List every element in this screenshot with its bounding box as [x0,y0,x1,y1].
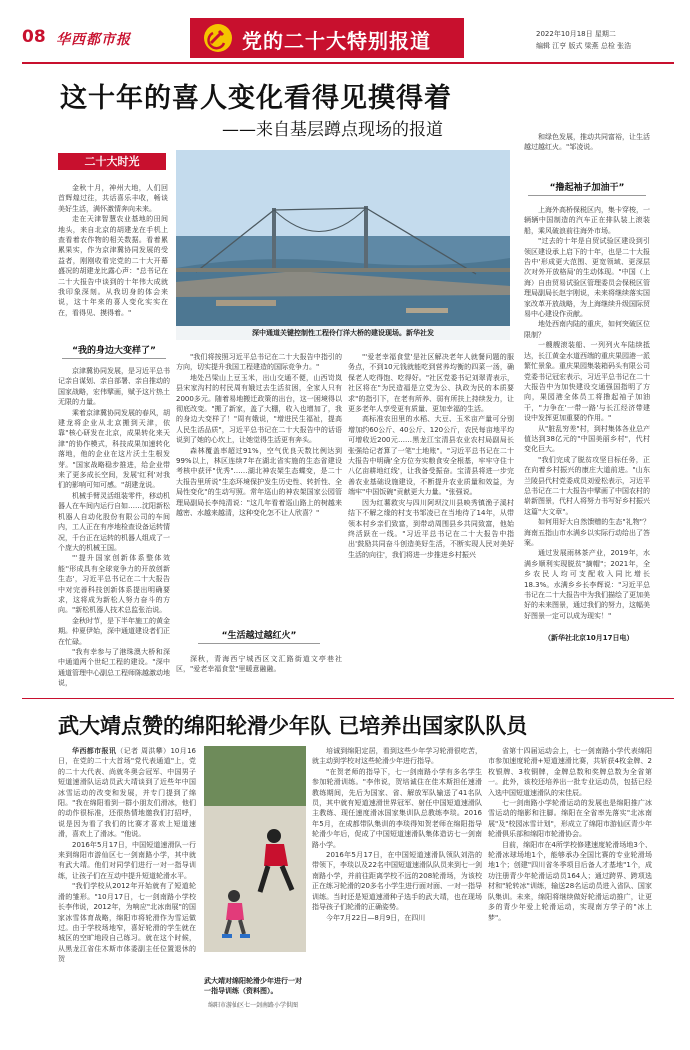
paragraph: 2016年5月17日，在中国短道速滑队领队刘浩的带领下，李琰以及22名中国短道速滑队队员来到七一剑南路小学，并前往距离学校不远的208轮滑场，为该校正在练习轮滑的20多名小学生进行面对面、一对一指导训练。当时还是短道速滑种子选手的武大靖，也在现场指导孩子们轮滑的正确姿势。 [312,851,482,912]
subheading-life-better: “生活越过越红火” [221,631,297,641]
page-number: 08 [22,27,46,47]
bridge-construction-photo [176,150,510,340]
paper-name-logo: 华西都市报 [56,32,131,48]
article2-col2 [312,746,482,1032]
article-col2-b [176,654,342,688]
section-banner [190,18,464,58]
paragraph: "'爱老幸福食堂'是社区解决老年人就餐问题的服务点，不到10元钱就能吃到营养均衡的四菜一汤，确保老人吃得饱、吃得好。"社区党委书记刘翠青表示，社区将在"为民造福是立党为公、执政为民的本质要求"的指引下，在老有所养、弱有所扶上持续发力，让更多老年人享受更有质量、更加幸福的生活。 [348,353,514,414]
paragraph: 从"脏乱穷差"村，到村集体各业总产值达到38亿元的"中国美丽乡村"，代村变化巨大。 [524,424,650,454]
photo-caption-band [176,326,510,340]
paragraph: "我们将按照习近平总书记在二十大报告中指引的方向，切实提升我国工程建造的国际竞争力。" [176,353,342,372]
paragraph: 金秋十月，神州大地，人们回首辉煌过往，共话喜乐丰收，畅谈美好生活，满怀激情奔向未来。 [58,184,168,213]
paragraph: 深秋，青海西宁城西区文汇路街道文亭巷社区，"爱老幸福食堂"里暖意融融。 [176,655,342,674]
topic-tag-label: 二十大时光 [84,155,140,168]
paragraph: 机械手臂灵活组装零件，移动机器人在车间内运行自如……沈阳新松机器人自动化股份有限公司的车间内，工人正在有序地检查设备运转情况，千台正在运转的机器人组成了一个庞大的机械王国。 [58,491,170,552]
subheadline: ——来自基层蹲点现场的报道 [222,120,443,140]
paragraph: 培诚到绵阳定居，看到这些少年学习轮滑很吃苦，就主动到学校对这些轮滑少年进行指导。 [312,747,482,766]
article-col2 [176,352,342,614]
article2-col1 [58,746,196,1032]
paragraph: 走在天津智慧农业基地的田间地头，来自北京的胡建龙在手机上查看着农作物的相关数据。看着累累果实，作为京津冀协同发展的受益者，刚刚收看完党的二十大开幕盛况的胡建龙比露心声："总书记在二十大报告中谈到的十年伟大成就我印象深刻。从我切身的体会来说，这十年来的喜人变化实实在在，看得见、摸得着。" [58,215,168,317]
paragraph: 金秋时节，是下半年施工的黄金期。仲夏伊始，深中通道建设者们正在忙碌。 [58,616,170,646]
paragraph: 今年7月22日—8月9日，在四川 [326,913,426,922]
subheading-rule [62,358,166,359]
paragraph: 地处西南内陆的重庆，如何突破区位限制？ [524,320,650,339]
paragraph: 和绿色发展，推动共同富裕，让生活越过越红火。"邹凌说。 [524,133,650,152]
hammer-sickle-icon [204,24,232,52]
topic-tag [58,153,166,170]
subheading-rule [528,195,646,196]
paragraph: 京津冀协同发展，是习近平总书记亲自谋划、亲自部署、亲自推动的国家战略，宏伟擘画，赋予这片热土无限的力量。 [58,367,170,407]
paragraph: 因为红薯救灾与四川阿坝汶川县映秀镇渔子溪村结下不解之缘的村支书邹凌已在当地待了14年，从带领本村乡亲们致富，到带动周围县乡共同致富，他始终活跃在一线。"习近平总书记在二十大报告中指出'鼓励共同奋斗创造美好生活，不断实现人民对美好生活的向往'，我们将进一步推进乡村振兴 [348,498,514,559]
paragraph: "我们完成了脱贫攻坚目标任务，正在向着乡村振兴的康庄大道前进。"山东兰陵县代村党委成员刘爱松表示，习近平总书记在二十大报告中擘画了中国农村的崭新图景，代村人将努力书写好乡村振兴这篇"大文章"。 [524,455,650,516]
paragraph: 森林覆盖率超过91%，空气优良天数比例达到99%以上，林区连续7年在湖北省实施的生态省建设考核中获评"优秀"……湖北神农架生态蝶变，是二十大报告里所说"生态环境保护发生历史性、转折性、全局性变化"的生动写照。常年巡山的神农架国家公园管理局副局长李纯清说："这几年看着巡山路上的树越来越密、水越来越清，这种变化怎不让人欣喜？" [176,446,342,518]
paragraph: "我有幸参与了港珠澳大桥和深中通道两个世纪工程的建设。"深中通道管理中心副总工程师陈越激动地说， [58,647,170,688]
issue-date: 2022年10月18日 星期二 [536,30,616,38]
photo-credit-2: 绵阳市游仙区七一剑南路小学供图 [208,1002,299,1009]
suspension-bridge-image [176,150,510,340]
paragraph: 目前，绵阳市在4所学校修建速度轮滑场地3个、轮滑冰球场地1个，能够承办全国比赛的专业轮滑场地1个；创建"四川省冬季项目后备人才基地"1个，成功注册青少年轮滑运动员164人；通过跨界、跨项选材和"轮转冰"训练，输送28名运动员进入省队、国家队集训。未来，绵阳将继续做好轮滑运动推广，让更多的青少年爱上轮滑运动，实现南方学子的"冰上梦"。 [488,840,652,922]
photo-caption: 深中通道关键控制性工程伶仃洋大桥的建设现场。新华社发 [252,329,434,337]
paragraph: 地处吕梁山上豆玉米，出山交通不便，山西岢岚县宋家沟村的村民周有娥过去生活贫困，全家人只有2000多元。随着易地搬迁政策的出台，这一困境得以彻底改变。"搬了新家，盖了大棚，收入也增加了，我的身边大变样了！"周有娥说，"增进民生福祉，提高人民生活品质"，习近平总书记在二十大报告中的话语说到了她的心坎上，让她觉得生活更有奔头。 [176,373,342,445]
subheading-rule [198,643,320,644]
byline-reporter: （记者 周洪攀） [116,747,171,755]
subheading-my-side-changed: “我的身边大变样了” [72,346,156,356]
paragraph [58,746,196,840]
article-col1 [58,366,170,688]
headline: 这十年的喜人变化看得见摸得着 [60,83,452,114]
subheading-roll-up-sleeves: “撸起袖子加油干” [549,183,625,193]
paragraph-text: 10月16日，在党的二十大首场"党代表通道"上，党的二十大代表、尚就冬奥会冠军、中国男子短道速滑队运动员武大靖谈到了近些年中国冰雪运动的改变和发展，并专门提到了绵阳。"我在绵阳看到一群小朋友们滑冰，他们的动作很标准，还很热情地邀我们打招呼，说是因为看了我们的比赛才喜欢上短道速滑，喜欢上了滑冰。"他说。 [58,747,196,839]
headline-2: 武大靖点赞的绵阳轮滑少年队 已培养出国家队队员 [58,714,528,738]
article-divider [22,698,674,699]
party-emblem-icon [204,24,232,52]
paragraph: 高标准农田里的水稻、大豆、玉米亩产量可分别增加约60公斤、40公斤、120公斤，农民每亩地平均可增收近200元……黑龙江宝清县农业农村局副局长张强给记者算了一笔"土地账"。"习近平总书记在二十大报告中明确'全方位夯实粮食安全根基，牢牢守住十八亿亩耕地红线'，让我备受振奋。宝清县将进一步完善农业基础设施建设，不断提升农业质量和效益，为端牢"中国饭碗"贡献更大力量。"张强说。 [348,415,514,497]
source-dateline: （新华社北京10月17日电） [544,634,634,642]
paragraph: "在贺老师的指导下，七一剑南路小学有多名学生参加轮滑训练。"李伟说，贺培诚住在佳木斯担任速滑教练期间，先后为国家、省、解放军队输送了41名队员，其中就有短道速滑世界冠军、射任中国短道速滑队主教练、现任速度滑冰国家集训队总教练李琰。2016年5月，在成都带队集训的李琰得知贺老师在绵阳指导轮滑少年后，促成了中国短道速滑队集体造访七一剑南路小学。 [312,767,482,849]
paragraph: 上海外高桥保税区内，集卡穿梭，一辆辆中国制造的汽车正在排队装上滚装船，乘风破浪前往海外市场。 [524,206,650,235]
paragraph: 省第十四届运动会上，七一剑南路小学代表绵阳市参加速度轮滑+短道速滑比赛，共斩获4枚金牌、2枚银牌、3枚铜牌，金牌总数和奖牌总数为全省第一。此外，该校还培养出一批专业运动员，包括已经入选中国短道速滑队的宋佳辰。 [488,747,652,797]
paragraph: 如何用好大自然馈赠的生态"礼物"？海南五指山市水满乡以实际行动给出了答案。 [524,518,650,547]
paragraph: 乘着京津冀协同发展的春风，胡建龙将企业从北京搬到天津，依靠"核心研发在北京，成果转化来天津"的协作模式，科技成果加速转化落地，他的企业在这片沃土生根发芽。"国家战略稳步推进，给企业带来了更多成长空间，发展'红利'对我们的影响可知可感。"胡建龙说。 [58,408,170,490]
photo-caption-2: 武大靖对绵阳轮滑少年进行一对一指导训练（资料图）。 [204,977,302,995]
paragraph: "我们学校从2012年开始就有了短道轮滑的雏形。"10月17日，七一剑南路小学校长李伟说，2012年，为响应"北冰南展"的国家冰雪体育战略，绵阳市将轮滑作为雪运做过。由于学校场地窄，喜好轮滑的学生就在城区的空旷地段自己练习。就在这个时候，从黑龙江省住木斯市体委副主任位置退休的贺 [58,882,196,964]
section-title: 党的二十大特别报道 [242,29,431,53]
paragraph: 七一剑南路小学轮滑运动的发展也是绵阳推广冰雪运动的缩影和注脚。绵阳在全省率先落实"北冰南展"及"校园冰雪计划"，形成立了绵阳市游仙区青少年轮滑俱乐部和绵阳市轮滑协会。 [488,799,652,839]
article-col3 [348,352,514,688]
article2-col3 [488,746,652,1032]
header-rule [22,62,674,64]
skating-photo [204,746,306,952]
paragraph: 2016年5月17日，中国短道速滑队一行来到绵阳市游仙区七一剑南路小学，其中就有武大靖。他们对同学们进行一对一指导训练，让孩子们在互动中提升短道轮滑水平。 [58,840,196,880]
byline-source: 华西都市报讯 [72,747,117,755]
paragraph: 通过发展雨林茶产业，2019年，水满乡顺利实现脱贫"摘帽"；2021年，全乡农民人均可支配收入同比增长18.3%。水满乡乡长李辉说："习近平总书记在二十大报告中为我们描绘了更加美好的未来图景，通过我们的努力，这幅美好图景一定可以成为现实！" [524,549,650,620]
paragraph: 一艘艘滚装船、一列列火车陆续抵达，长江黄金水道西端的重庆果园港一派繁忙景象。重庆果园集装箱码头有限公司党委书记冠宏表示，习近平总书记在二十大报告中为加快建设交通强国指明了方向，果园港全体员工将撸起袖子加油干，"力争在'一带一路'与长江经济带建设中发挥更加重要的作用。" [524,341,650,423]
paragraph: "'提升国家创新体系整体效能''形成具有全球竞争力的开放创新生态'，习近平总书记在二十大报告中对完善科技创新体系提出明确要求，这将成为新松人努力奋斗的方向。"新松机器人技术总监张治说。 [58,554,170,615]
article-intro [58,183,168,333]
article-col4 [524,205,650,620]
paragraph: "过去的十年是自贸试验区建设到引领区建设承上启下的十年，也是二十大报告中'形成更大范围、更宽领域、更深层次对外开放格局'的生动体现。"中国（上海）自由贸易试验区管理委员会保税区管理局副局长赵宇刚说，未来将继续落实国家改革开放战略，为上海继续升级国际贸易中心建设作贡献。 [524,237,650,319]
editors-line: 编辑 江亨 版式 梁燕 总检 张浩 [536,42,632,50]
skating-training-image [204,746,306,952]
article-col4-top [524,132,650,158]
